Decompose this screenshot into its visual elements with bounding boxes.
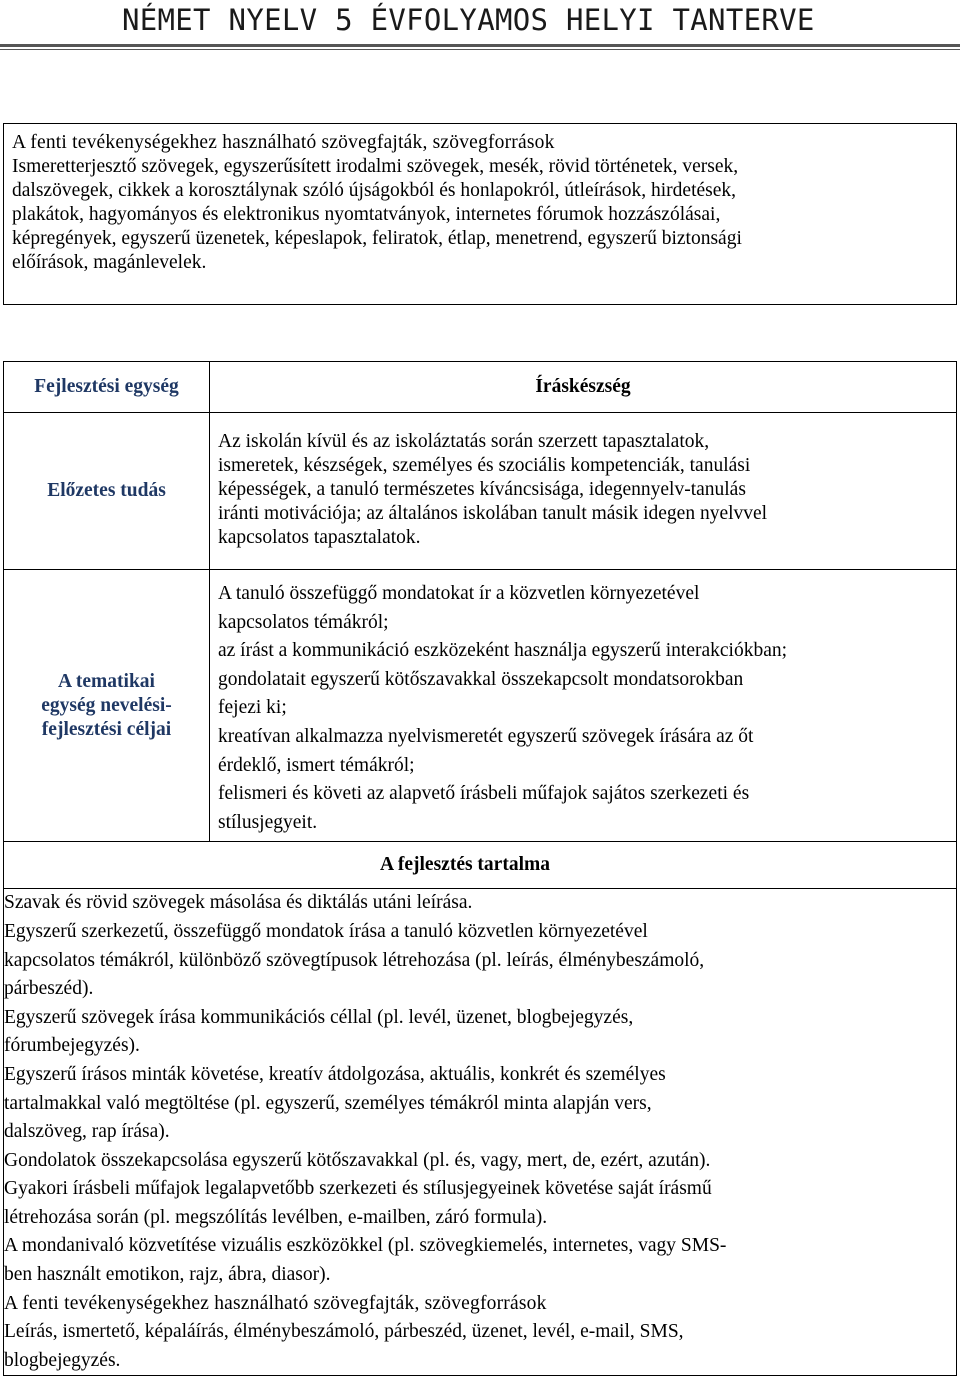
text-line: Az iskolán kívül és az iskoláztatás során szerzett tapasztalatok, <box>218 431 710 452</box>
text-line: A mondanivaló közvetítése vizuális eszközökkel (pl. szövegkiemelés, internetes, vagy SMS- <box>4 1235 727 1257</box>
text-line: ismeretek, készségek, személyes és szociális kompetenciák, tanulási <box>218 455 751 476</box>
text-line: létrehozása során (pl. megszólítás levélben, e-mailben, záró formula). <box>4 1206 548 1228</box>
goals-label <box>4 570 210 842</box>
text-line: Gyakori írásbeli műfajok legalapvetőbb szerkezeti és stílusjegyeinek követése saját írásmű <box>4 1178 712 1200</box>
text-sources-line: előírások, magánlevelek. <box>12 252 207 273</box>
text-sources-line: Ismeretterjesztő szövegek, egyszerűsített irodalmi szövegek, mesék, rövid történetek, versek, <box>12 156 739 177</box>
text-line: párbeszéd). <box>4 978 94 1000</box>
table-row-content-heading <box>4 842 957 889</box>
text-line: érdeklő, ismert témákról; <box>218 754 415 776</box>
header-rule-thick <box>0 44 960 47</box>
page-header-title: NÉMET NYELV 5 ÉVFOLYAMOS HELYI TANTERVE <box>122 3 815 37</box>
table-row-goals <box>4 570 957 842</box>
text-line: tartalmakkal való megtöltése (pl. egyszerű, személyes témákról minta alapján vers, <box>4 1092 652 1114</box>
prior-knowledge-label: Előzetes tudás <box>4 413 210 570</box>
development-unit-label: Fejlesztési egység <box>4 362 210 413</box>
goals-text <box>210 570 957 842</box>
content-heading-text: A fejlesztés tartalma <box>379 854 550 876</box>
text-line: képességek, a tanuló természetes kíváncsisága, idegennyelv-tanulás <box>218 479 746 500</box>
table-row-content <box>4 889 957 1376</box>
text-line: kapcsolatos témákról; <box>218 611 389 633</box>
text-line: ben használt emotikon, rajz, ábra, diasor). <box>4 1264 331 1286</box>
text-line: kapcsolatos témákról, különböző szövegtípusok létrehozása (pl. leírás, élménybeszámoló, <box>4 949 705 971</box>
text-line: fejezi ki; <box>218 697 287 719</box>
text-sources-box <box>3 123 957 305</box>
text-sources-line: képregények, egyszerű üzenetek, képeslapok, feliratok, étlap, menetrend, egyszerű biztonsági <box>12 228 742 249</box>
text-line: gondolatait egyszerű kötőszavakkal összekapcsolt mondatsorokban <box>218 668 744 690</box>
text-line: kapcsolatos tapasztalatok. <box>218 527 421 548</box>
text-line: felismeri és követi az alapvető írásbeli műfajok sajátos szerkezeti és <box>218 783 750 805</box>
text-line: kreatívan alkalmazza nyelvismeretét egyszerű szövegek írására az őt <box>218 725 754 747</box>
text-sources-line: dalszövegek, cikkek a korosztálynak szóló újságokból és honlapokról, útleírások, hirdetések, <box>12 180 737 201</box>
text-line: stílusjegyeit. <box>218 811 318 833</box>
table-row-development-unit <box>4 362 957 413</box>
curriculum-table <box>3 361 957 1376</box>
text-sources-line: plakátok, hagyományos és elektronikus nyomtatványok, internetes fórumok hozzászólásai, <box>12 204 721 225</box>
text-line: fórumbejegyzés). <box>4 1035 140 1057</box>
text-line: iránti motivációja; az általános iskolában tanult másik idegen nyelvvel <box>218 503 768 524</box>
text-line: blogbejegyzés. <box>4 1349 121 1371</box>
text-line: Egyszerű írásos minták követése, kreatív átdolgozása, aktuális, konkrét és személyes <box>4 1063 666 1085</box>
text-line: az írást a kommunikáció eszközeként használja egyszerű interakciókban; <box>218 640 788 662</box>
text-line: Egyszerű szerkezetű, összefüggő mondatok írása a tanuló közvetlen környezetével <box>4 920 648 942</box>
header-rule-thin <box>0 49 960 50</box>
text-line: Szavak és rövid szövegek másolása és diktálás utáni leírása. <box>4 892 473 914</box>
text-line: dalszöveg, rap írása). <box>4 1121 170 1143</box>
text-sources-heading: A fenti tevékenységekhez használható szövegfajták, szövegforrások <box>12 132 555 153</box>
text-line: Egyszerű szövegek írása kommunikációs céllal (pl. levél, üzenet, blogbejegyzés, <box>4 1006 634 1028</box>
text-line: Gondolatok összekapcsolása egyszerű kötőszavakkal (pl. és, vagy, mert, de, ezért, azután). <box>4 1149 711 1171</box>
content-text <box>4 889 957 1376</box>
table-row-prior-knowledge <box>4 413 957 570</box>
content-heading <box>4 842 957 889</box>
development-unit-value: Íráskészség <box>210 362 957 413</box>
goals-label-line: egység nevelési- <box>41 694 172 716</box>
goals-label-line: A tematikai <box>58 670 155 692</box>
goals-label-line: fejlesztési céljai <box>41 718 172 740</box>
text-line: A tanuló összefüggő mondatokat ír a közvetlen környezetével <box>218 583 700 604</box>
text-line: Leírás, ismertető, képaláírás, élménybeszámoló, párbeszéd, üzenet, levél, e-mail, SMS, <box>4 1321 684 1343</box>
prior-knowledge-text <box>210 413 957 570</box>
text-line: A fenti tevékenységekhez használható szövegfajták, szövegforrások <box>4 1292 547 1314</box>
